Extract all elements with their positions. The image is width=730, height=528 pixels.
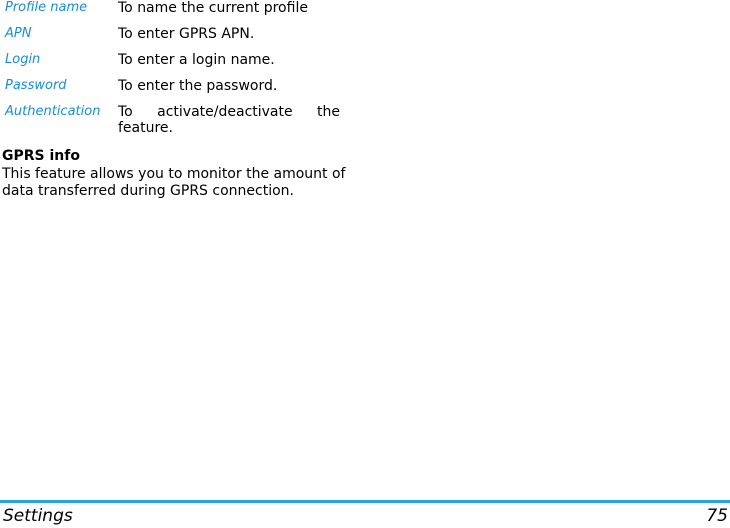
definition-term: Password <box>5 78 67 93</box>
definition-row-password <box>5 78 345 104</box>
section-heading: GPRS info <box>2 148 80 164</box>
definition-term: APN <box>5 26 32 41</box>
definition-row-authentication <box>5 104 345 146</box>
definition-description-line: feature. <box>118 120 173 136</box>
definition-term: Profile name <box>5 0 88 15</box>
page-number: 75 <box>706 506 728 526</box>
footer-divider <box>0 500 730 503</box>
definition-row-profile-name <box>5 0 345 26</box>
footer-chapter-title: Settings <box>3 506 73 526</box>
definition-description: To name the current profile <box>118 0 308 16</box>
definition-term: Login <box>5 52 41 67</box>
definition-row-login <box>5 52 345 78</box>
definition-description-line: To activate/deactivate the <box>118 104 340 120</box>
definition-description: To enter GPRS APN. <box>118 26 255 42</box>
definition-description: To enter a login name. <box>118 52 275 68</box>
section-paragraph: This feature allows you to monitor the amount of data transferred during GPRS connection. <box>2 166 346 199</box>
definition-description <box>118 104 340 136</box>
definition-description: To enter the password. <box>118 78 278 94</box>
definition-row-apn <box>5 26 345 52</box>
definition-term: Authentication <box>5 104 101 119</box>
definition-table <box>5 0 345 146</box>
